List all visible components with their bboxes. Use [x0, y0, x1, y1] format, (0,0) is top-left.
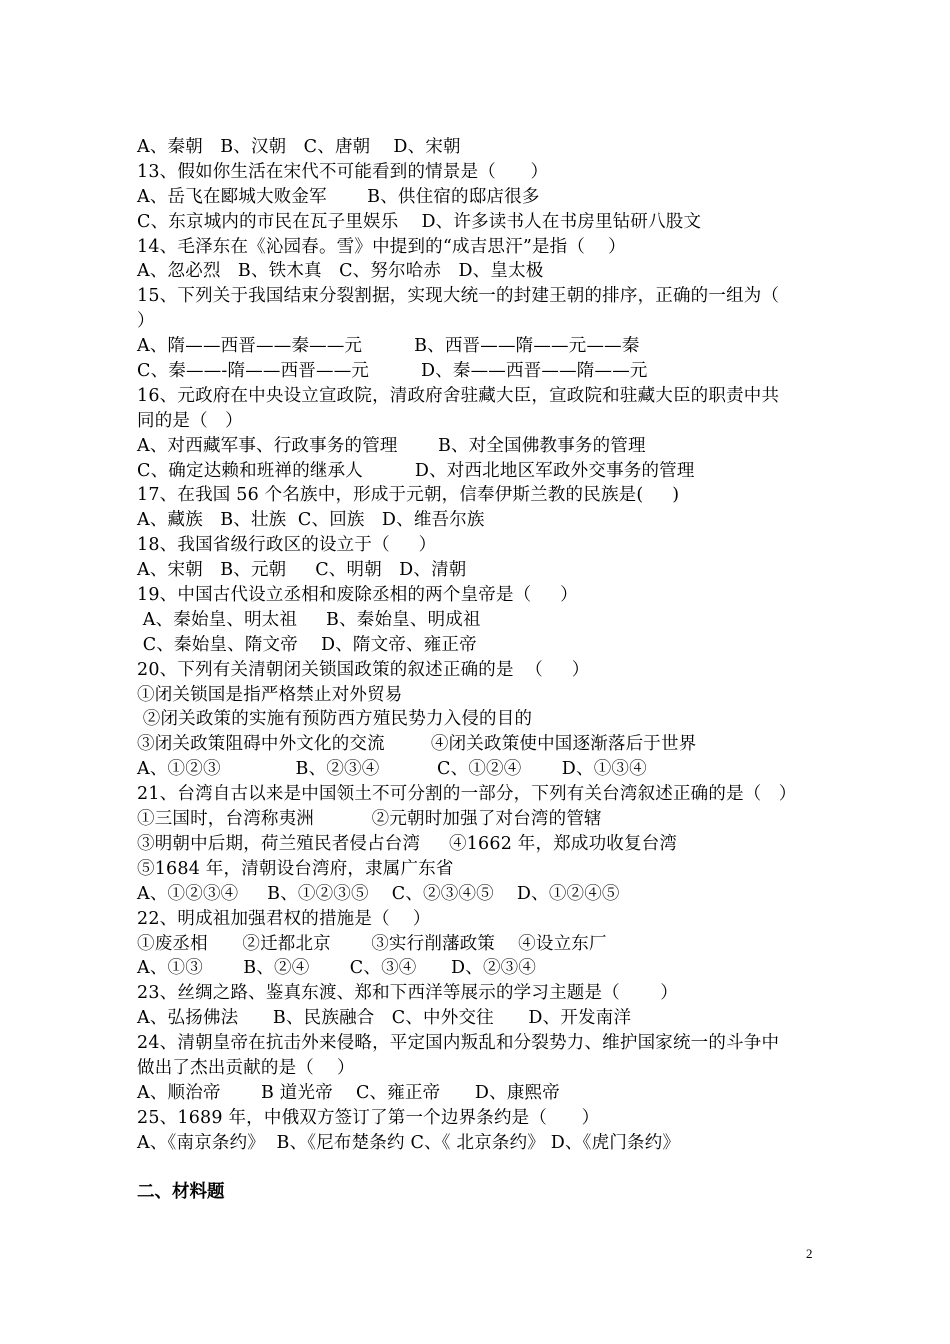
- text-line: ③明朝中后期，荷兰殖民者侵占台湾 ④1662 年，郑成功收复台湾: [137, 833, 678, 854]
- question-15: 15、下列关于我国结束分裂割据，实现大统一的封建王朝的排序，正确的一组为（: [137, 286, 780, 307]
- question-14: 14、毛泽东在《沁园春。雪》中提到的“成吉思汗”是指（ ）: [137, 236, 626, 257]
- text-line: A、藏族 B、壮族 C、回族 D、维吾尔族: [137, 510, 485, 531]
- text-line: C、确定达赖和班禅的继承人 D、对西北地区军政外交事务的管理: [137, 460, 695, 481]
- page-content: [137, 135, 827, 1205]
- text-line: ②闭关政策的实施有预防西方殖民势力入侵的目的: [137, 709, 533, 730]
- question-18: 18、我国省级行政区的设立于（ ）: [137, 535, 437, 556]
- text-line: 做出了杰出贡献的是（ ）: [137, 1057, 355, 1078]
- text-line: C、秦始皇、隋文帝 D、隋文帝、雍正帝: [137, 634, 477, 655]
- text-line: A、岳飞在郾城大败金军 B、供住宿的邸店很多: [137, 186, 540, 207]
- text-line: A、①②③ B、②③④ C、①②④ D、①③④: [137, 759, 647, 780]
- question-24: 24、清朝皇帝在抗击外来侵略，平定国内叛乱和分裂势力、维护国家统一的斗争中: [137, 1033, 780, 1054]
- text-line: ）: [137, 311, 155, 332]
- section-heading: 二、材料题: [137, 1182, 225, 1203]
- blank-line: [137, 1156, 827, 1181]
- text-line: C、秦——-隋——西晋——元 D、秦——西晋——隋——元: [137, 361, 648, 382]
- text-line: ①三国时，台湾称夷洲 ②元朝时加强了对台湾的管辖: [137, 809, 602, 830]
- text-line: A、对西藏军事、行政事务的管理 B、对全国佛教事务的管理: [137, 435, 646, 456]
- text-line: A、宋朝 B、元朝 C、明朝 D、清朝: [137, 560, 467, 581]
- question-25: 25、1689 年，中俄双方签订了第一个边界条约是（ ）: [137, 1107, 600, 1128]
- text-line: A、《南京条约》 B、《尼布楚条约 C、《 北京条约》 D、《虎门条约》: [137, 1132, 681, 1153]
- question-22: 22、明成祖加强君权的措施是（ ）: [137, 908, 431, 929]
- text-line: A、忽必烈 B、铁木真 C、努尔哈赤 D、皇太极: [137, 261, 544, 282]
- question-23: 23、丝绸之路、鉴真东渡、郑和下西洋等展示的学习主题是（ ）: [137, 983, 678, 1004]
- text-line: A、弘扬佛法 B、民族融合 C、中外交往 D、开发南洋: [137, 1008, 632, 1029]
- text-line: ⑤1684 年，清朝设台湾府，隶属广东省: [137, 858, 454, 879]
- text-line: ③闭关政策阻碍中外文化的交流 ④闭关政策使中国逐渐落后于世界: [137, 734, 697, 755]
- text-line: C、东京城内的市民在瓦子里娱乐 D、许多读书人在书房里钻研八股文: [137, 211, 702, 232]
- text-line: A、隋——西晋——秦——元 B、西晋——隋——元——秦: [137, 336, 640, 357]
- text-line: 同的是（ ）: [137, 410, 243, 431]
- question-13: 13、假如你生活在宋代不可能看到的情景是（ ）: [137, 161, 549, 182]
- question-19: 19、中国古代设立丞相和废除丞相的两个皇帝是（ ）: [137, 585, 578, 606]
- page-number: 2: [806, 1246, 813, 1261]
- question-17: 17、在我国 56 个名族中，形成于元朝，信奉伊斯兰教的民族是( ): [137, 485, 680, 506]
- question-21: 21、台湾自古以来是中国领土不可分割的一部分，下列有关台湾叙述正确的是（ ）: [137, 784, 797, 805]
- question-20: 20、下列有关清朝闭关锁国政策的叙述正确的是 （ ）: [137, 659, 590, 680]
- text-line: A、①②③④ B、①②③⑤ C、②③④⑤ D、①②④⑤: [137, 883, 620, 904]
- text-line: A、秦始皇、明太祖 B、秦始皇、明成祖: [137, 609, 481, 630]
- text-line: ①闭关锁国是指严格禁止对外贸易: [137, 684, 403, 705]
- text-line: ①废丞相 ②迁都北京 ③实行削藩政策 ④设立东厂: [137, 933, 607, 954]
- text-line: A、顺治帝 B 道光帝 C、雍正帝 D、康熙帝: [137, 1082, 560, 1103]
- text-line: A、①③ B、②④ C、③④ D、②③④: [137, 958, 537, 979]
- text-line: A、秦朝 B、汉朝 C、唐朝 D、宋朝: [137, 137, 461, 157]
- question-16: 16、元政府在中央设立宣政院，清政府舍驻藏大臣，宣政院和驻藏大臣的职责中共: [137, 385, 780, 406]
